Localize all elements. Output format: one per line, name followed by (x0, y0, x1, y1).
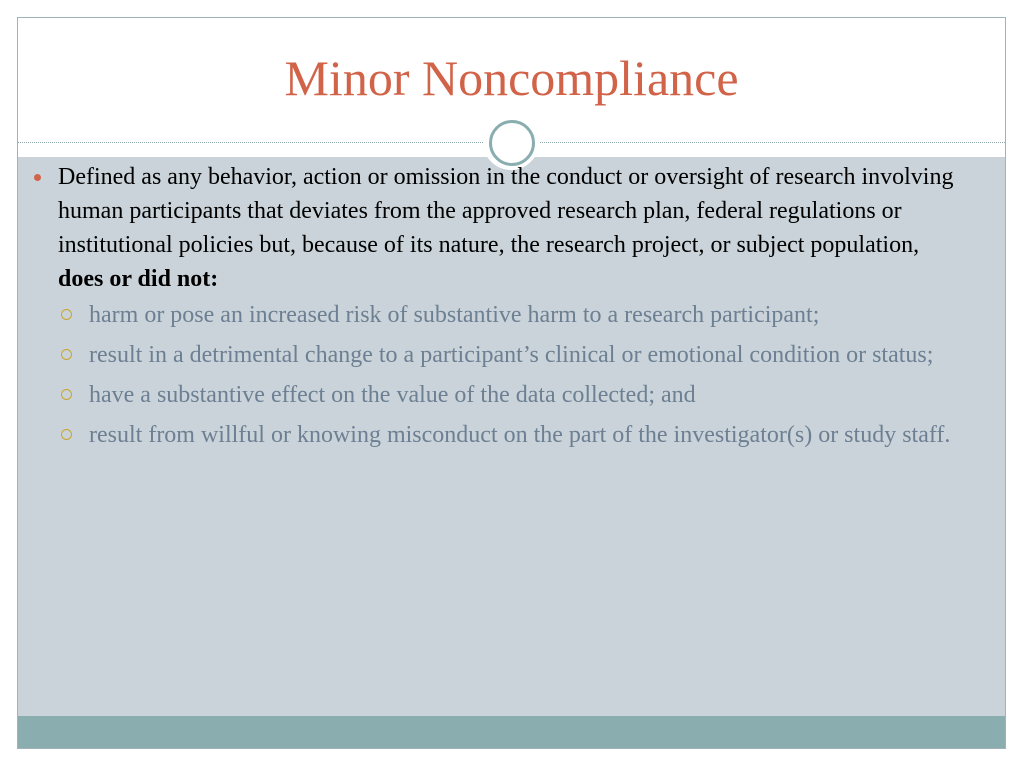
ring-bullet-icon (61, 349, 72, 360)
footer-band (18, 716, 1005, 749)
main-bullet-emphasis: does or did not: (58, 266, 219, 292)
bullet-dot-icon (34, 174, 41, 181)
sub-bullet (89, 418, 964, 452)
ring-bullet-icon (61, 389, 72, 400)
ring-bullet-icon (61, 429, 72, 440)
ring-bullet-icon (61, 309, 72, 320)
slide-title: Minor Noncompliance (284, 50, 739, 106)
sub-bullet-text: result from willful or knowing misconduct on the part of the investigator(s) or study staff. (89, 422, 951, 448)
slide-body (0, 160, 1024, 458)
sub-bullet (89, 378, 964, 412)
sub-bullet-text: result in a detrimental change to a participant’s clinical or emotional condition or status; (89, 342, 934, 368)
sub-bullet-text: have a substantive effect on the value of the data collected; and (89, 382, 696, 408)
sub-bullet-list (0, 298, 1024, 452)
sub-bullet (89, 298, 964, 332)
main-bullet-text: Defined as any behavior, action or omission in the conduct or oversight of research involving human participants that deviates from the approved research plan, federal regulations or institutional policies but, because of its nature, the research project, or subject population, (58, 164, 954, 258)
sub-bullet (89, 338, 964, 372)
main-bullet (58, 160, 958, 296)
sub-bullet-text: harm or pose an increased risk of substantive harm to a research participant; (89, 302, 820, 328)
